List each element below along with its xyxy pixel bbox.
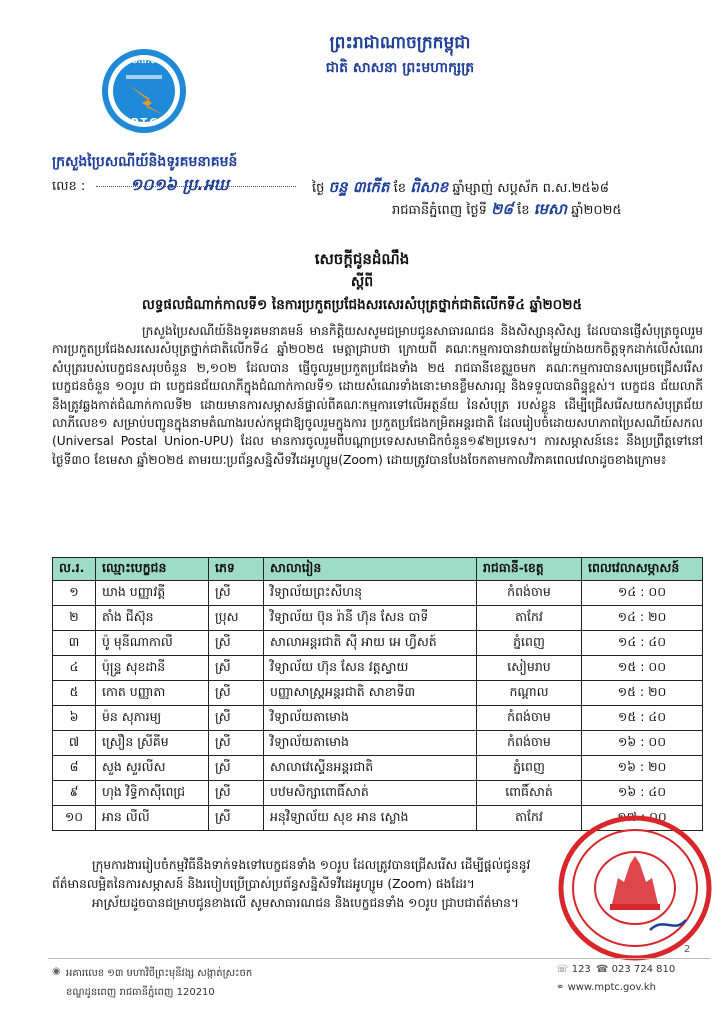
cell-school: អនុវិទ្យាល័យ សុខ អាន ស្លោង: [264, 806, 477, 831]
cell-province: ភ្នំពេញ: [477, 631, 582, 656]
cell-province: តាកែវ: [477, 606, 582, 631]
cell-time: ១៥ : ០០: [582, 656, 703, 681]
closing-line-2: ព័ត៌មានលម្អិតនៃការសម្ភាសន៍ និងរបៀបប្រើប្រាស់ប្រព័ន្ធសន្និសីទវីដេអូហ្សូម (Zoom) ផងដែរ។: [52, 877, 475, 891]
cell-time: ១៤ : ២០: [582, 606, 703, 631]
national-motto: ជាតិ សាសនា ព្រះមហាក្សត្រ: [325, 60, 475, 76]
cell-gender: ស្រី: [209, 706, 264, 731]
table-row: [53, 756, 703, 781]
logo-bottom-text: P.T.C: [131, 117, 157, 128]
cell-school: សាលាវេស្ទើនអន្តរជាតិ: [264, 756, 477, 781]
col-header-interview-time: ពេលវេលាសម្ភាសន៍: [582, 558, 703, 581]
solar-date-day: ២៨: [491, 200, 514, 218]
cell-province: ពោធិ៍សាត់: [477, 781, 582, 806]
cell-school: បញ្ញាសាស្ត្រអន្តរជាតិ សាខាទី៣: [264, 681, 477, 706]
ministry-name: ក្រសួងប្រៃសណីយ៍និងទូរគមនាគមន៍: [52, 154, 238, 170]
footer-address: [52, 966, 252, 1000]
cell-gender: ស្រី: [209, 631, 264, 656]
cell-time: ១៦ : ០០: [582, 731, 703, 756]
cell-time: ១៦ : ៤០: [582, 781, 703, 806]
official-seal: [554, 812, 716, 964]
lunar-date-mid: ខែ: [393, 181, 406, 196]
globe-icon: ⚭: [556, 982, 565, 993]
cell-time: ១៧ : ០០: [582, 806, 703, 831]
cell-province: កណ្តាល: [477, 681, 582, 706]
lunar-date-suffix: ឆ្នាំម្សាញ់ សប្តស័ក ព.ស.២៥៦៨: [452, 181, 610, 196]
reference-label: លេខ :: [52, 179, 86, 194]
reference-number: ១០១៦ ប្រ.អឃ: [130, 175, 229, 194]
col-header-name: ឈ្មោះបេក្ខជន: [96, 558, 209, 581]
col-header-province: រាជធានី-ខេត្ត: [477, 558, 582, 581]
logo-top-text: ប.ផ.ទ: [132, 56, 156, 66]
notice-title: សេចក្តីជូនដំណឹង: [314, 250, 410, 268]
cell-school: វិទ្យាល័យព្រះសីហនុ: [264, 581, 477, 606]
cell-gender: ប្រុស: [209, 606, 264, 631]
cell-name: តាំង ជីស៊ុន: [96, 606, 209, 631]
col-header-school: សាលារៀន: [264, 558, 477, 581]
cell-gender: ស្រី: [209, 656, 264, 681]
footer-contact: [556, 964, 675, 975]
cell-name: សួង សួរលីស: [96, 756, 209, 781]
notice-subject-label: ស្តីពី: [350, 274, 374, 290]
footer-address-line-1: អគារលេខ ១៣ មហាវិថីព្រះមុនីវង្ស សង្កាត់ស្រះចក: [66, 968, 253, 979]
table-row: [53, 631, 703, 656]
col-header-gender: ភេទ: [209, 558, 264, 581]
kingdom-title: ព្រះរាជាណាចក្រកម្ពុជា: [329, 33, 471, 53]
cell-province: សៀមរាប: [477, 656, 582, 681]
cell-no: ៨: [53, 756, 96, 781]
cell-no: ៩: [53, 781, 96, 806]
phone-icon: ☏: [556, 964, 569, 975]
lunar-date-day: ចន្ទ ៣កើត: [328, 178, 390, 196]
cell-time: ១៤ : ៤០: [582, 631, 703, 656]
cell-time: ១៤ : ០០: [582, 581, 703, 606]
closing-line-1: ក្រុមការងាររៀបចំកម្មវិធីនឹងទាក់ទងទៅបេក្ខជនទាំង ១០រូប ដែលត្រូវបានជ្រើសរើស ដើម្បីផ្តល់ជូននូវ: [92, 858, 531, 872]
cell-time: ១៥ : ២០: [582, 681, 703, 706]
cell-province: កំពង់ចាម: [477, 581, 582, 606]
location-pin-icon: ◉: [52, 966, 61, 977]
closing-line-3: អាស្រ័យដូចបានជម្រាបជូនខាងលើ សូមសាធារណជន និងបេក្ខជនទាំង ១០រូប ជ្រាបជាព័ត៌មាន។: [92, 896, 519, 910]
footer-website[interactable]: www.mptc.gov.kh: [567, 982, 656, 993]
footer-address-line-2: ខណ្ឌដូនពេញ រាជធានីភ្នំពេញ 120210: [66, 987, 215, 998]
solar-date-mid: ខែ: [517, 203, 530, 218]
cell-school: វិទ្យាល័យ ហ៊ុន សែន វត្តស្វាយ: [264, 656, 477, 681]
cell-name: ម៉ន សុភារម្យ: [96, 706, 209, 731]
cell-no: ៦: [53, 706, 96, 731]
table-row: [53, 731, 703, 756]
table-header-row: [53, 558, 703, 581]
table-row: [53, 656, 703, 681]
cell-no: ៤: [53, 656, 96, 681]
footer-phone-short: 123: [571, 964, 591, 975]
footer-web: [556, 982, 656, 993]
page-number: 2: [684, 944, 691, 955]
table-row: [53, 781, 703, 806]
notice-subject: លទ្ធផលជំណាក់កាលទី១ នៃការប្រកួតប្រជែងសរសេរសំបុត្រថ្នាក់ជាតិលើកទី៤ ឆ្នាំ២០២៥: [141, 297, 583, 313]
official-seal-graphic: [554, 812, 716, 964]
cell-no: ២: [53, 606, 96, 631]
cell-school: វិទ្យាល័យ ប៊ុន រ៉ានី ហ៊ុន សែន បាទី: [264, 606, 477, 631]
cell-province: កំពង់ចាម: [477, 706, 582, 731]
cell-name: ស្រឿន ស្រីគីម: [96, 731, 209, 756]
cell-school: វិទ្យាល័យតាមោង: [264, 731, 477, 756]
cell-time: ១៦ : ២០: [582, 756, 703, 781]
lunar-date: [312, 178, 609, 200]
cell-gender: ស្រី: [209, 681, 264, 706]
cell-province: តាកែវ: [477, 806, 582, 831]
table-row: [53, 681, 703, 706]
cell-no: ៥: [53, 681, 96, 706]
table-row: [53, 606, 703, 631]
footer-phone: 023 724 810: [611, 964, 676, 975]
body-paragraph: ក្រសួងប្រៃសណីយ៍និងទូរគមនាគមន៍ មានកិត្តិយសសូមជម្រាបជូនសាធារណជន និងសិស្សានុសិស្ស ដែលបានផ្ញើសំបុត្រចូលរួមការប្រកួតប្រជែងសរសេរសំបុត្រថ្នាក់ជាតិលើកទី៤ ឆ្នាំ២០២៥ មេត្តាជ្រាបថា ក្រោយពី គណៈកម្មការបានវាយតម្លៃយ៉ាងយកចិត្តទុកដាក់លើសំណេរសំបុត្ររបស់បេក្ខជនសរុបចំនួន ២,១០២ ដែលបាន ផ្ញើចូលរួមប្រកួតប្រជែងទាំង ២៥ រាជធានីខេត្តរួចមក គណៈកម្មការបានសម្រេចជ្រើសរើសបេក្ខជនចំនួន ១០រូប ជា បេក្ខជនជ័យលាភីក្នុងជំណាក់កាលទី១ ដោយសំណេរទាំងនោះមានខ្លឹមសារល្អ និងទទួលបានពិន្ទុខ្ពស់។ បេក្ខជន ជ័យលាភីនឹងត្រូវឆ្លងកាត់ជំណាក់កាលទី២ ដោយមានការសម្ភាសន៍ផ្ទាល់ពីគណៈកម្មការទៅលើអត្ថន័យ នៃសំបុត្រ របស់ខ្លួន ដើម្បីជ្រើសរើសយកសំបុត្រជ័យលាភីលេខ១ សម្រាប់បញ្ជូនក្នុងនាមតំណាងរបស់កម្ពុជាឱ្យចូលរួមក្នុងការ ប្រកួតប្រជែងកម្រិតអន្តរជាតិ ដែលរៀបចំដោយសហភាពប្រៃសណីយ៍សកល (Universal Postal Union-UPU) ដែល មានការចូលរួមពីបណ្តាប្រទេសសមាជិកចំនួន១៩២ប្រទេស។ ការសម្ភាសន៍នេះ នឹងប្រព្រឹត្តទៅនៅថ្ងៃទី៣០ ខែមេសា ឆ្នាំ២០២៥ តាមរយៈប្រព័ន្ធសន្និសីទវីដេអូហ្សូម(Zoom) ដោយត្រូវបានបែងចែកតាមកាលវិភាគពេលវេលាដូចខាងក្រោម៖: [52, 324, 703, 467]
solar-date-month: មេសា: [533, 200, 568, 218]
cell-school: វិទ្យាល័យតាមោង: [264, 706, 477, 731]
cell-name: ហុង វិទ្ធិកាស៊ីពេជ្រ: [96, 781, 209, 806]
footer-divider: [48, 958, 710, 959]
cell-name: កោត បញ្ញាតា: [96, 681, 209, 706]
cell-name: ប៉ុន្ទ្រ សុខដានី: [96, 656, 209, 681]
cell-gender: ស្រី: [209, 781, 264, 806]
cell-gender: ស្រី: [209, 806, 264, 831]
solar-date-suffix: ឆ្នាំ២០២៥: [571, 203, 622, 218]
cell-school: សាលាអន្តរជាតិ ស៊ី អាយ អេ ហ្វឺសត៍: [264, 631, 477, 656]
cell-name: ឃាង បញ្ញាវត្តី: [96, 581, 209, 606]
cell-gender: ស្រី: [209, 731, 264, 756]
table-body: [53, 581, 703, 831]
table-row: [53, 706, 703, 731]
cell-gender: ស្រី: [209, 756, 264, 781]
cell-name: អាន លីលី: [96, 806, 209, 831]
lunar-date-prefix: ថ្ងៃ: [312, 181, 325, 196]
cell-no: ៧: [53, 731, 96, 756]
solar-date-prefix: រាជធានីភ្នំពេញ ថ្ងៃទី: [392, 203, 487, 218]
lunar-date-month: ពិសាខ: [410, 178, 449, 196]
cell-name: ប៉ូ មុនីណាកាលី: [96, 631, 209, 656]
results-table: [52, 557, 703, 831]
cell-no: ១: [53, 581, 96, 606]
cell-province: កំពង់ចាម: [477, 731, 582, 756]
telephone-icon: ☎: [595, 964, 609, 975]
table-row: [53, 581, 703, 606]
ministry-logo: [98, 45, 190, 137]
col-header-no: ល.រ.: [53, 558, 96, 581]
cell-time: ១៥ : ៤០: [582, 706, 703, 731]
cell-gender: ស្រី: [209, 581, 264, 606]
solar-date: [392, 200, 622, 222]
cell-school: បឋមសិក្សាពោធិ៍សាត់: [264, 781, 477, 806]
cell-province: ភ្នំពេញ: [477, 756, 582, 781]
cell-no: ៣: [53, 631, 96, 656]
cell-no: ១០: [53, 806, 96, 831]
